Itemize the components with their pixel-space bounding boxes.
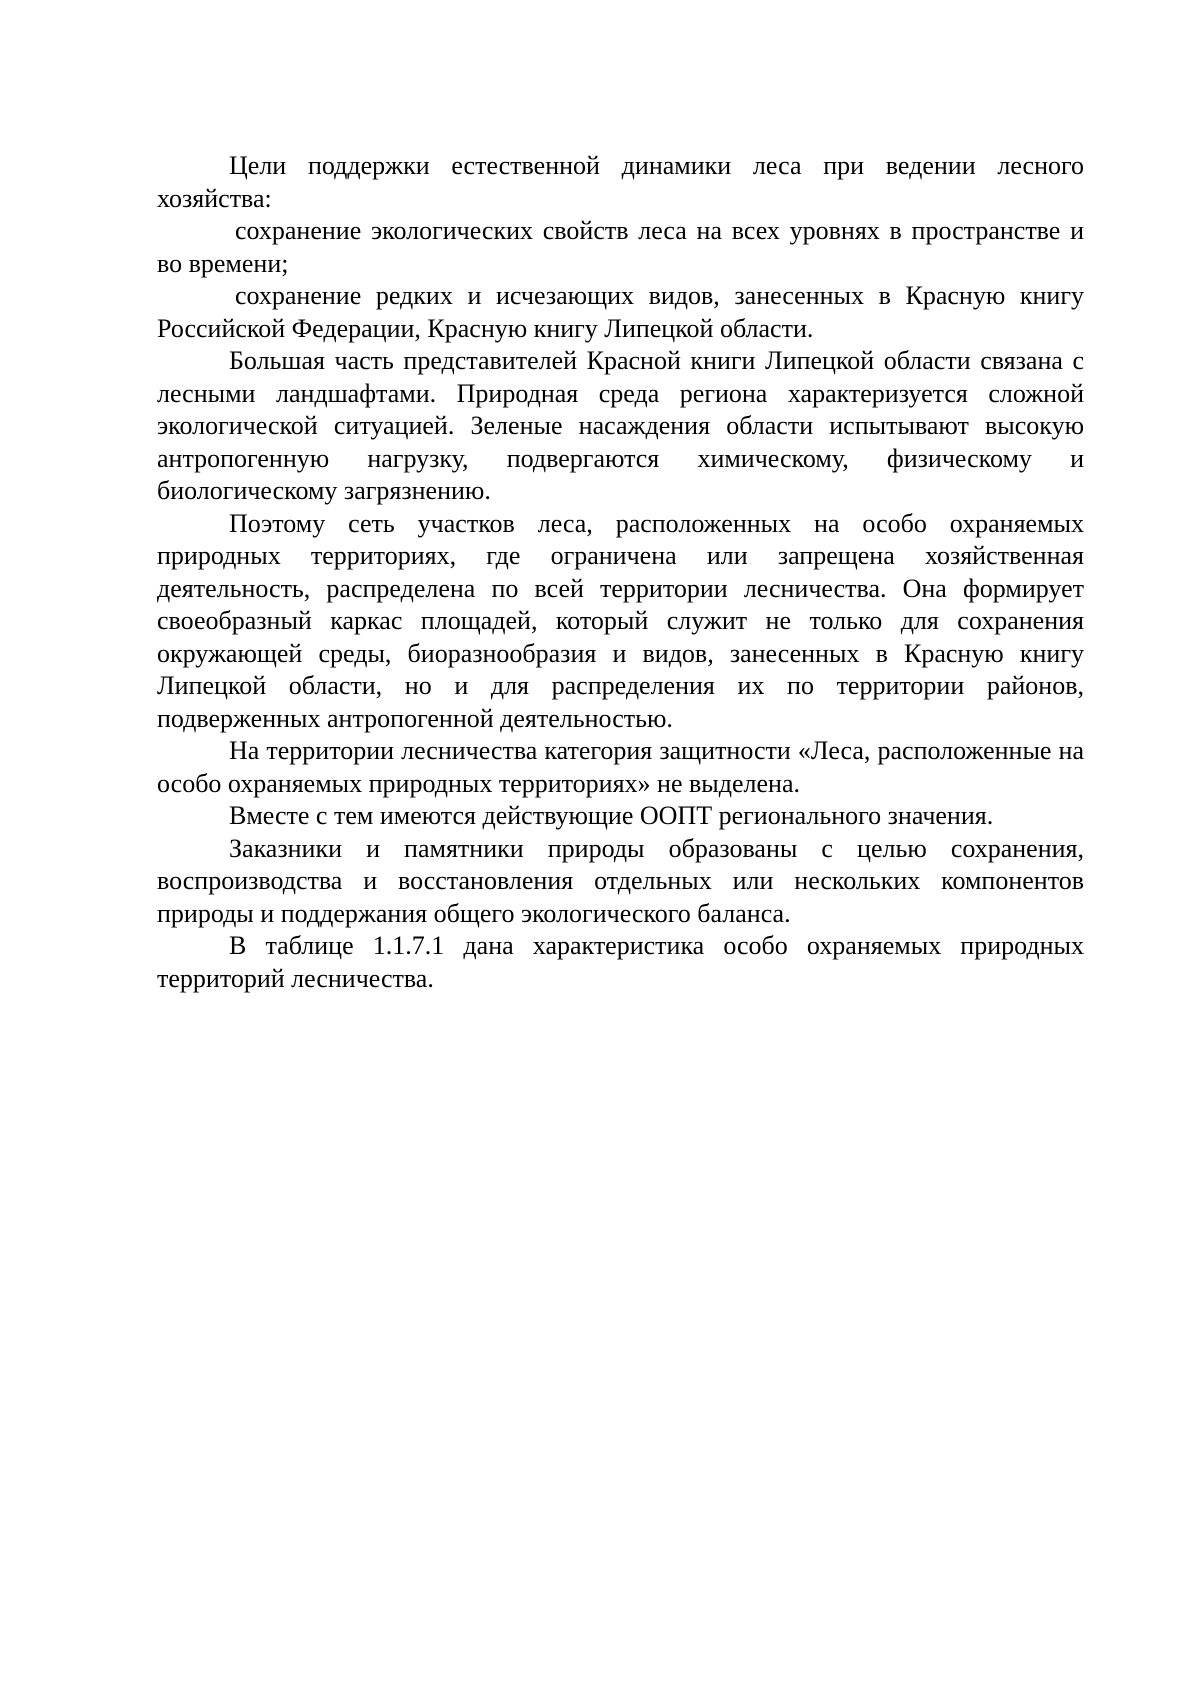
paragraph-goals-intro: Цели поддержки естественной динамики леса при ведении лесного хозяйства: xyxy=(157,151,1084,213)
paragraph-goal-ecological-properties: сохранение экологических свойств леса на всех уровнях в пространстве и во времени; xyxy=(157,216,1084,278)
paragraph-table-reference: В таблице 1.1.7.1 дана характеристика особо охраняемых природных территорий лесничества. xyxy=(157,931,1084,993)
document-page xyxy=(157,150,1084,995)
paragraph-goal-rare-species: сохранение редких и исчезающих видов, занесенных в Красную книгу Российской Федерации, Красную книгу Липецкой области. xyxy=(157,281,1084,343)
paragraph-reserves-monuments: Заказники и памятники природы образованы с целью сохранения, воспроизводства и восстановления отдельных или нескольких компонентов природы и поддержания общего экологического баланса. xyxy=(157,833,1084,928)
paragraph-protection-category: На территории лесничества категория защитности «Леса, расположенные на особо охраняемых природных территориях» не выделена. xyxy=(157,736,1084,798)
paragraph-red-book-landscapes: Большая часть представителей Красной книги Липецкой области связана с лесными ландшафтами. Природная среда региона характеризуется сложной экологической ситуацией. Зеленые насаждения области испытывают высокую антропогенную нагрузку, подвергаются химическому, физическому и биологическому загрязнению. xyxy=(157,346,1084,505)
paragraph-protected-network: Поэтому сеть участков леса, расположенных на особо охраняемых природных территориях, где ограничена или запрещена хозяйственная деятельность, распределена по всей территории лесничества. Она формирует своеобразный каркас площадей, который служит не только для сохранения окружающей среды, биоразнообразия и видов, занесенных в Красную книгу Липецкой области, но и для распределения их по территории районов, подверженных антропогенной деятельностью. xyxy=(157,508,1084,733)
paragraph-regional-oopt: Вместе с тем имеются действующие ООПТ регионального значения. xyxy=(229,801,994,830)
